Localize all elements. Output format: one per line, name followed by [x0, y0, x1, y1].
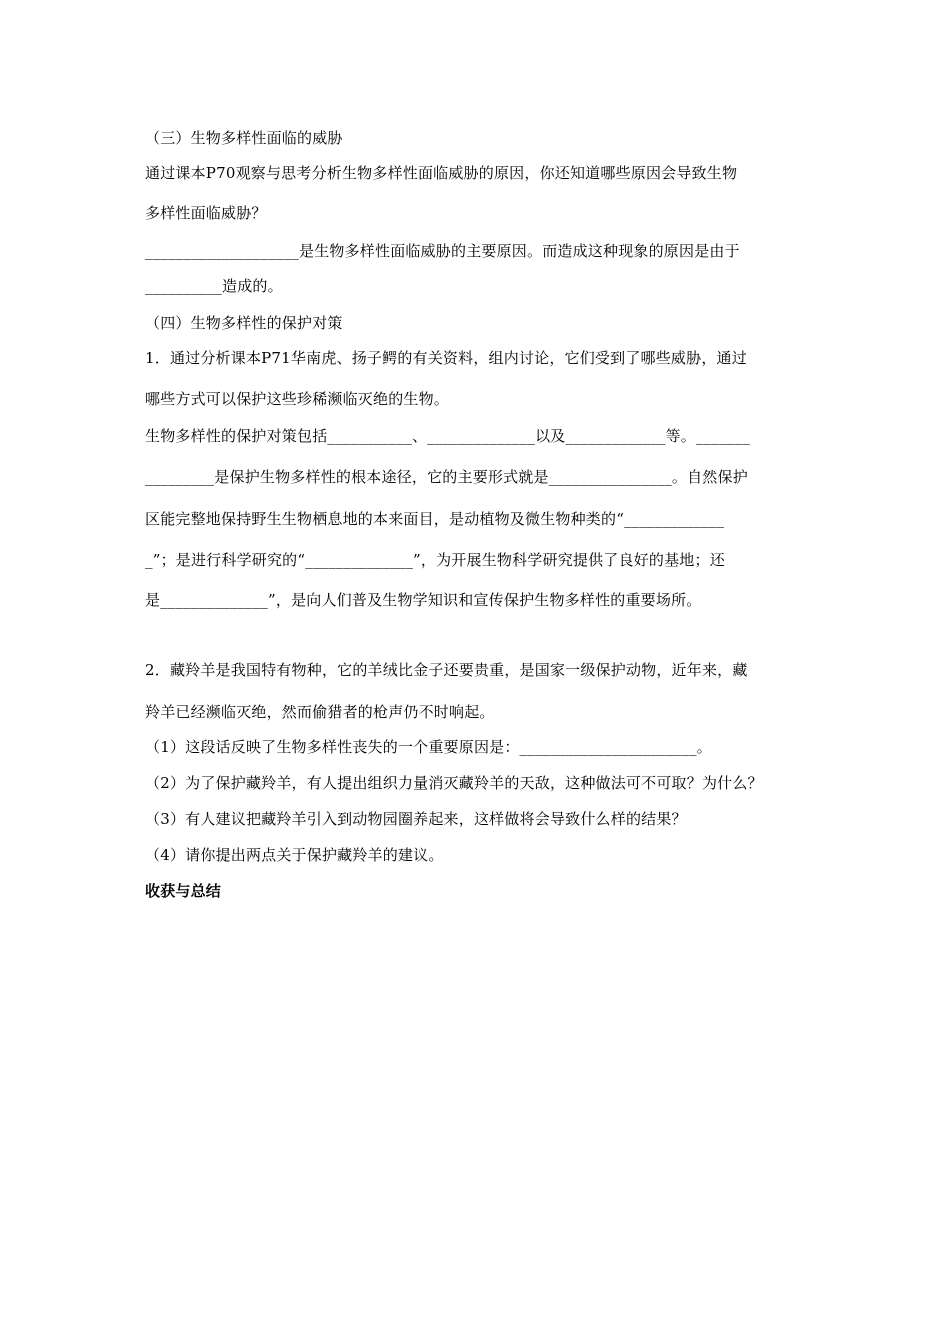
- question-2-sub-4: （4）请你提出两点关于保护藏羚羊的建议。: [145, 846, 444, 864]
- question-2-line: 2．藏羚羊是我国特有物种，它的羊绒比金子还要贵重，是国家一级保护动物，近年来，藏: [145, 661, 748, 679]
- question-1-line: 1．通过分析课本P71华南虎、扬子鳄的有关资料，组内讨论，它们受到了哪些威胁，通过: [145, 349, 747, 367]
- question-2-sub-2: （2）为了保护藏羚羊，有人提出组织力量消灭藏羚羊的天敌，这种做法可不可取？为什么？: [145, 774, 763, 792]
- question-2-sub-3: （3）有人建议把藏羚羊引入到动物园圈养起来，这样做将会导致什么样的结果？: [145, 810, 687, 828]
- section-4-heading: （四）生物多样性的保护对策: [145, 314, 343, 332]
- question-1-fill-blank-line: 生物多样性的保护对策包括___________、______________以及_____________等。_______: [145, 427, 750, 445]
- question-1-fill-blank-line: _________是保护生物多样性的根本途径，它的主要形式就是________________。自然保护: [145, 468, 748, 486]
- question-1-fill-blank-line: 区能完整地保持野生生物栖息地的本来面目，是动植物及微生物种类的“_____________: [145, 510, 725, 528]
- section-3-heading: （三）生物多样性面临的威胁: [145, 129, 343, 147]
- question-1-fill-blank-line: 是______________”，是向人们普及生物学知识和宣传保护生物多样性的重要场所。: [145, 591, 702, 609]
- question-1-fill-blank-line: _”；是进行科学研究的“______________”，为开展生物科学研究提供了良好的基地；还: [145, 551, 725, 569]
- section-3-text-line: 通过课本P70观察与思考分析生物多样性面临威胁的原因，你还知道哪些原因会导致生物: [145, 164, 738, 182]
- section-3-fill-blank-line: __________造成的。: [145, 277, 283, 295]
- question-2-line: 羚羊已经濒临灭绝，然而偷猎者的枪声仍不时响起。: [145, 703, 495, 721]
- question-2-sub-1: （1）这段话反映了生物多样性丧失的一个重要原因是：_______________________。: [145, 738, 712, 756]
- section-3-fill-blank-line: ____________________是生物多样性面临威胁的主要原因。而造成这种现象的原因是由于: [145, 242, 740, 260]
- question-1-line: 哪些方式可以保护这些珍稀濒临灭绝的生物。: [145, 390, 450, 408]
- section-3-text-line: 多样性面临威胁？: [145, 204, 267, 222]
- summary-heading: 收获与总结: [145, 882, 222, 900]
